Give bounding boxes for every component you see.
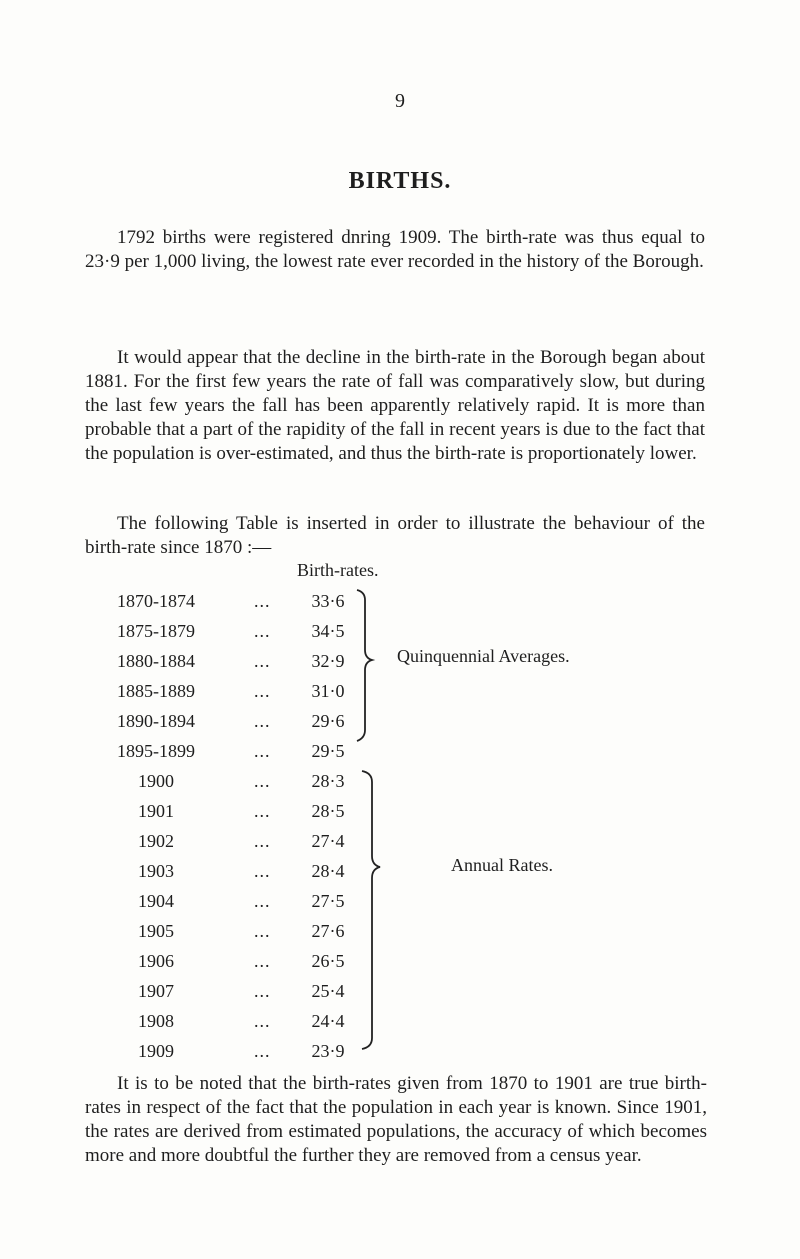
row-period: 1890-1894	[117, 711, 195, 731]
row-leader: ...	[254, 1011, 271, 1031]
row-period: 1908	[138, 1011, 174, 1031]
row-rate: 26·5	[311, 951, 345, 971]
row-rate: 28·3	[311, 771, 345, 791]
row-rate: 33·6	[311, 591, 345, 611]
row-period: 1905	[138, 921, 174, 941]
annual-brace	[362, 771, 380, 1049]
row-leader: ...	[254, 651, 271, 671]
table-heading: Birth-rates.	[297, 560, 379, 580]
row-rate: 27·4	[311, 831, 345, 851]
row-rate: 28·4	[311, 861, 345, 881]
row-leader: ...	[254, 681, 271, 701]
row-leader: ...	[254, 921, 271, 941]
row-rate: 31·0	[311, 681, 345, 701]
quinquennial-averages-label: Quinquennial Averages.	[397, 646, 570, 666]
row-rate: 27·6	[311, 921, 345, 941]
row-rate: 29·5	[311, 741, 345, 761]
row-period: 1909	[138, 1041, 174, 1061]
row-period: 1875-1879	[117, 621, 195, 641]
row-leader: ...	[254, 801, 271, 821]
row-leader: ...	[254, 591, 271, 611]
row-period: 1902	[138, 831, 174, 851]
row-rate: 23·9	[311, 1041, 345, 1061]
page-number: 9	[395, 90, 405, 112]
row-leader: ...	[254, 951, 271, 971]
row-period: 1901	[138, 801, 174, 821]
row-leader: ...	[254, 771, 271, 791]
row-period: 1907	[138, 981, 174, 1001]
paragraph-births-registered: 1792 births were registered dnring 1909. The birth-rate was thus equal to 23·9 per 1,000 living, the lowest rate ever recorded in the history of the Borough.	[85, 227, 705, 272]
row-period: 1885-1889	[117, 681, 195, 701]
row-rate: 34·5	[311, 621, 345, 641]
row-period: 1895-1899	[117, 741, 195, 761]
paragraph-note: It is to be noted that the birth-rates given from 1870 to 1901 are true birth-rates in respect of the fact that the population in each year is known. Since 1901, the rates are derived from estimated populations, the accuracy of which becomes more and more doubtful the further they are removed from a census year.	[85, 1073, 707, 1166]
annual-rates-label: Annual Rates.	[451, 855, 553, 875]
quinquennial-brace	[357, 590, 372, 741]
row-period: 1903	[138, 861, 174, 881]
row-rate: 24·4	[311, 1011, 345, 1031]
row-leader: ...	[254, 891, 271, 911]
row-rate: 28·5	[311, 801, 345, 821]
row-leader: ...	[254, 1041, 271, 1061]
row-rate: 27·5	[311, 891, 345, 911]
row-period: 1900	[138, 771, 174, 791]
row-rate: 29·6	[311, 711, 345, 731]
row-period: 1906	[138, 951, 174, 971]
row-period: 1904	[138, 891, 174, 911]
row-leader: ...	[254, 741, 271, 761]
row-leader: ...	[254, 861, 271, 881]
row-rate: 32·9	[311, 651, 345, 671]
row-leader: ...	[254, 711, 271, 731]
paragraph-decline: It would appear that the decline in the birth-rate in the Borough began about 1881. For the first few years the rate of fall was comparatively slow, but during the last few years the fall has been apparently relatively rapid. It is more than probable that a part of the rapidity of the fall in recent years is due to the fact that the population is over-estimated, and thus the birth-rate is proportionately lower.	[85, 347, 705, 464]
row-leader: ...	[254, 831, 271, 851]
row-leader: ...	[254, 621, 271, 641]
row-period: 1870-1874	[117, 591, 195, 611]
row-leader: ...	[254, 981, 271, 1001]
section-title: BIRTHS.	[348, 168, 452, 194]
paragraph-table-intro: The following Table is inserted in order to illustrate the behaviour of the birth-rate since 1870 :—	[85, 513, 705, 558]
row-rate: 25·4	[311, 981, 345, 1001]
row-period: 1880-1884	[117, 651, 195, 671]
